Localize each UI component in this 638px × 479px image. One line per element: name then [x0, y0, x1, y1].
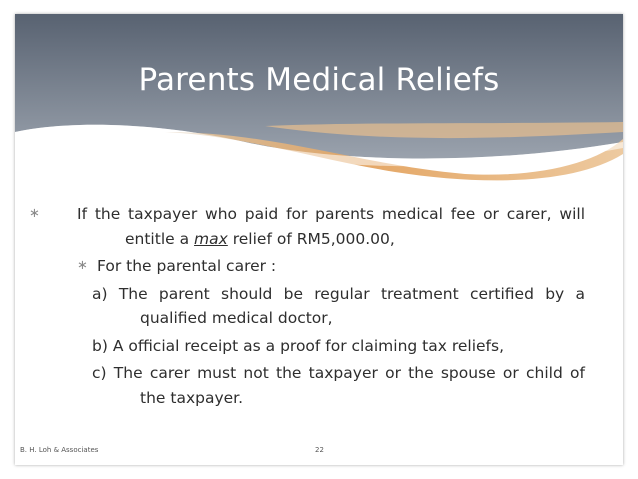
list-item-c: c) The carer must not the taxpayer or the spouse or child of the taxpayer.	[92, 364, 585, 407]
header-background	[15, 14, 623, 194]
page-number: 22	[315, 446, 324, 454]
bullet-parental-carer	[77, 254, 585, 279]
list-item-b: b) A official receipt as a proof for claiming tax reliefs,	[92, 336, 505, 355]
bullet-icon: ∗	[77, 258, 88, 273]
list-item-a: a) The parent should be regular treatment certified by a qualified medical doctor,	[92, 284, 585, 327]
slide-body	[29, 202, 585, 413]
bullet2-text: For the parental carer :	[97, 257, 277, 275]
bullet1-emphasis: max	[194, 229, 228, 248]
bullet1-text-end: relief of RM5,000.00,	[227, 229, 395, 248]
bullet1-text-start: If the taxpayer who paid for parents medical fee or carer, will entitle a	[77, 205, 585, 248]
footer-author: B. H. Loh & Associates	[20, 446, 99, 454]
bullet-taxpayer-relief: ∗ If the taxpayer who paid for parents medical fee or carer, will entitle a max relief of RM5,000.00,	[29, 205, 585, 248]
slide	[15, 14, 623, 465]
slide-title: Parents Medical Reliefs	[138, 62, 500, 98]
